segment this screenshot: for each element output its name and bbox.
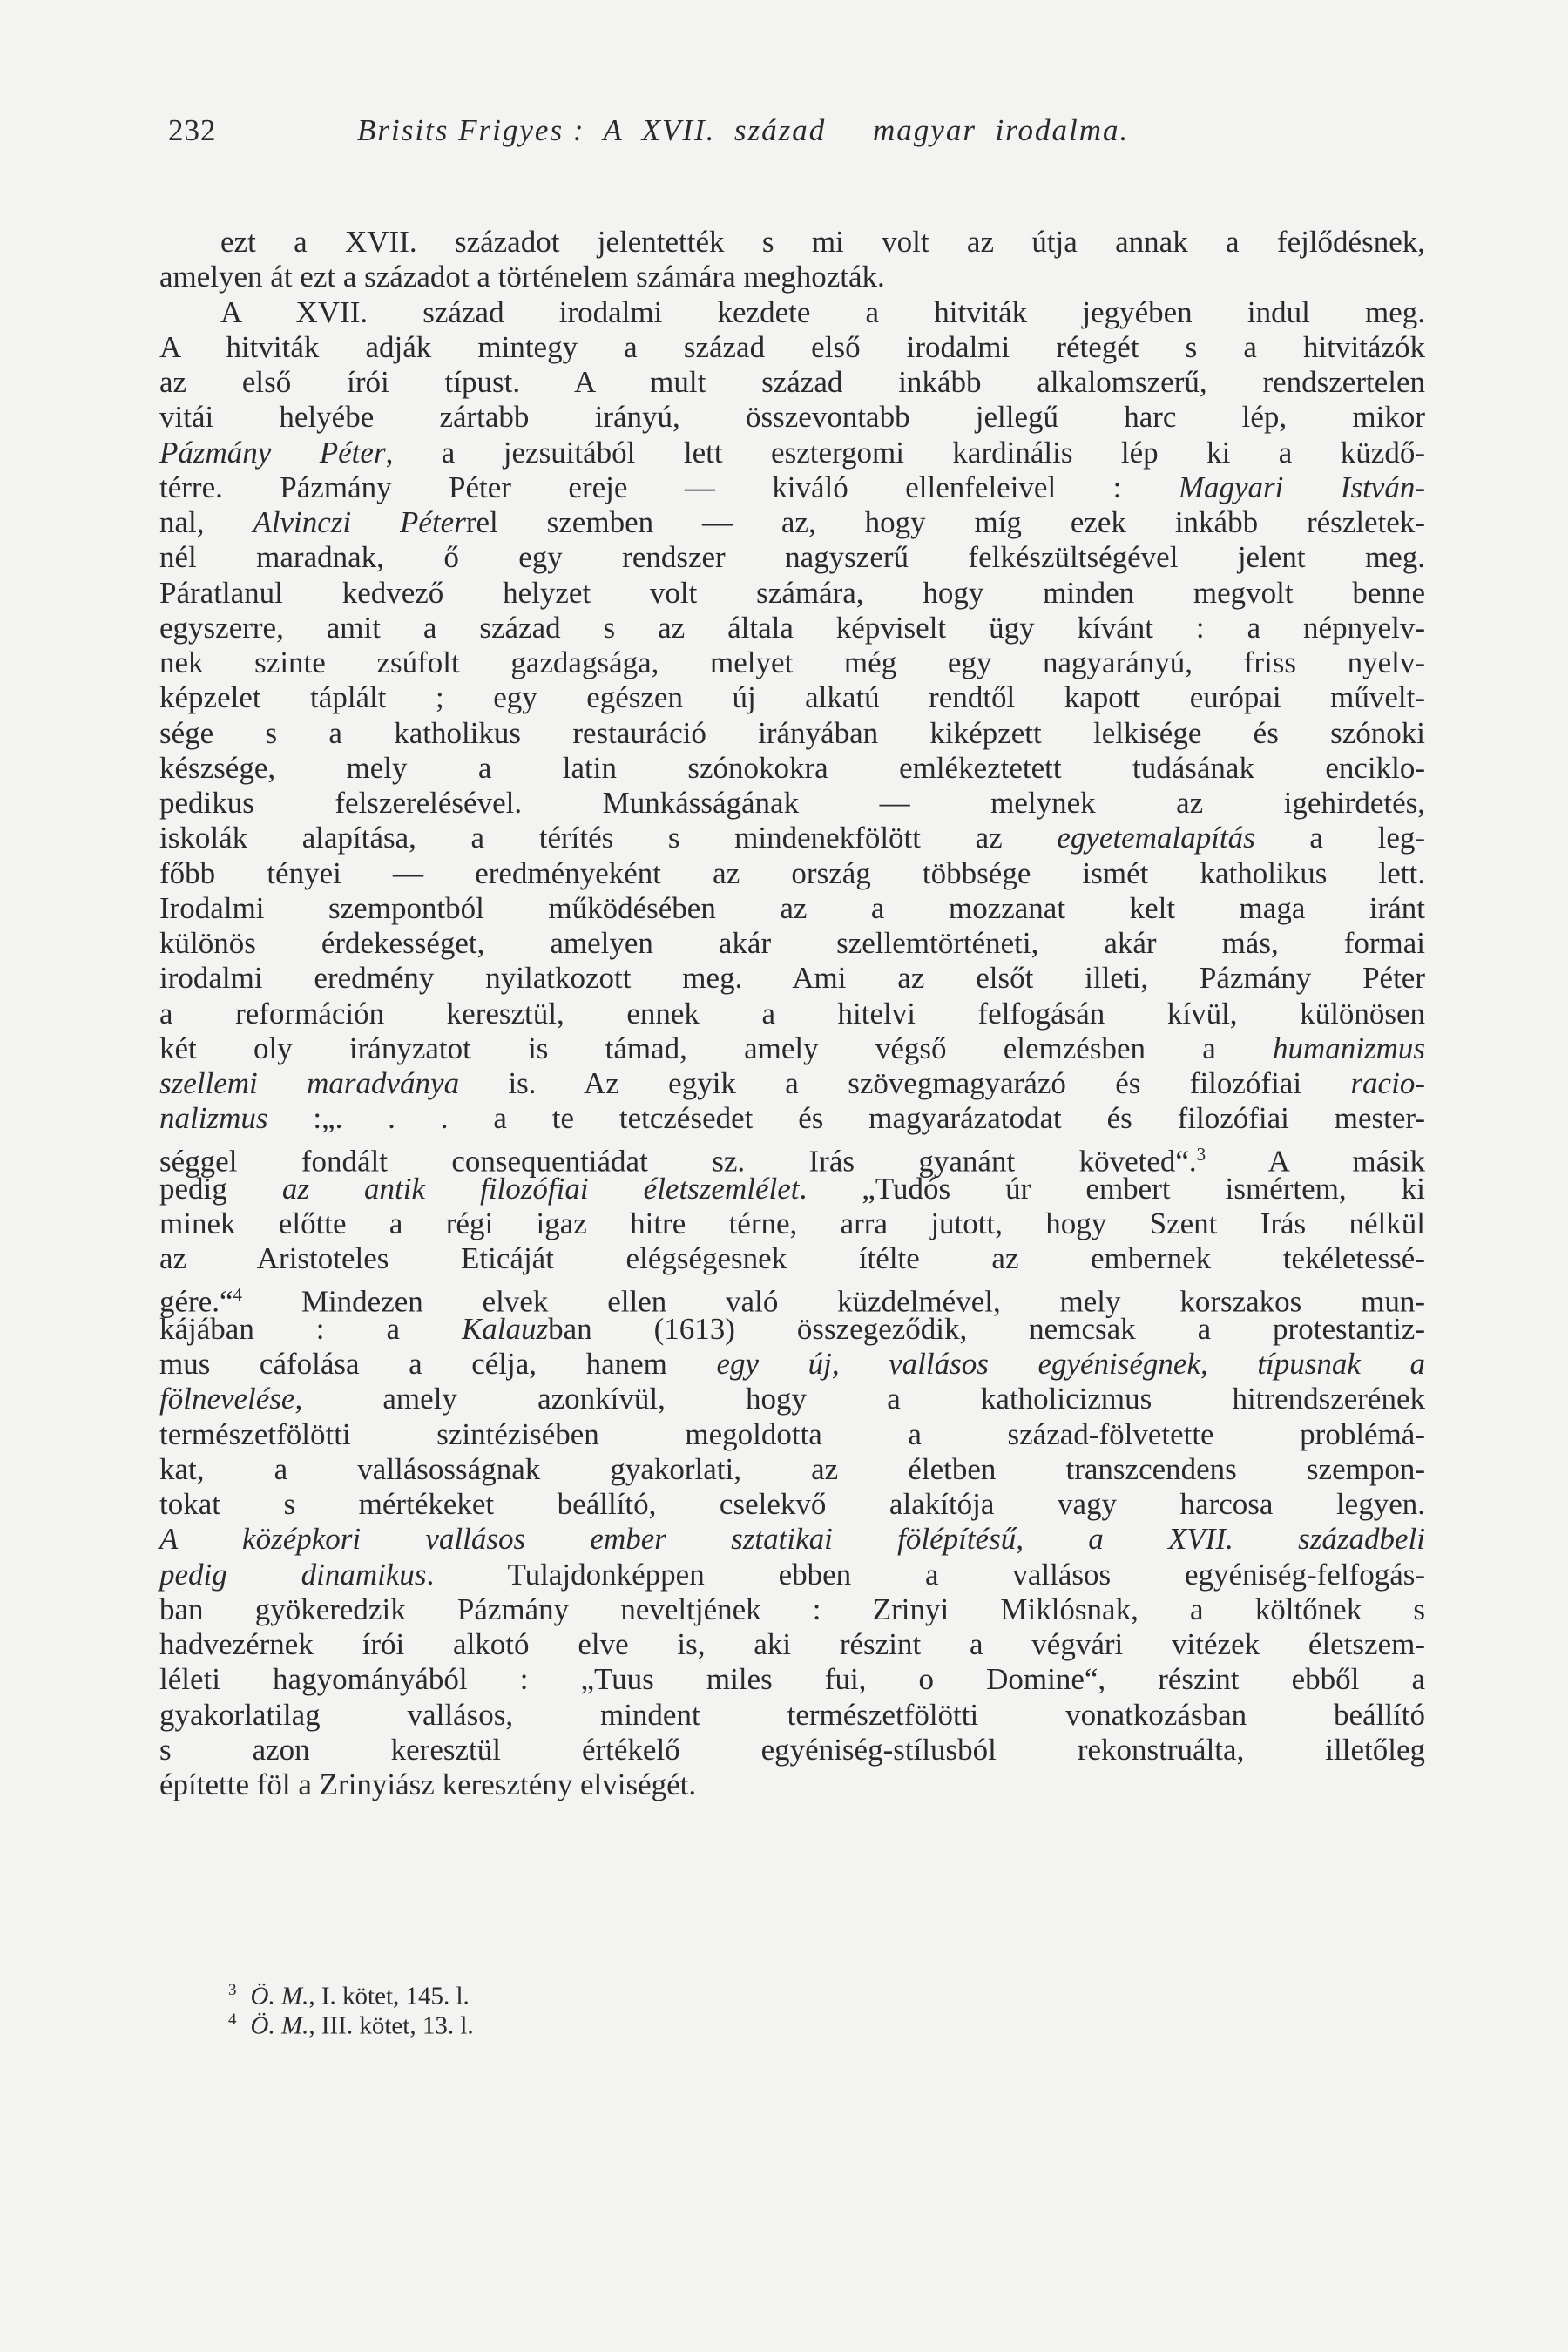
- text-line: [159, 997, 1425, 1031]
- paragraph: [159, 295, 1425, 1803]
- text-line: [159, 1172, 1425, 1206]
- text-line: [159, 540, 1425, 575]
- text-line: [159, 295, 1425, 330]
- text-line: [159, 1382, 1425, 1416]
- text-segment: A XVII. század irodalmi kezdete a hitviták jegyében indul meg.: [220, 294, 1425, 329]
- text-segment: térre. Pázmány Péter ereje — kiváló ellenfeleivel :: [159, 470, 1179, 504]
- text-segment: az első írói típust. A mult század inkább alkalomszerű, rendszertelen: [159, 365, 1425, 399]
- text-segment: készsége, mely a latin szónokokra emlékeztetett tudásának enciklo-: [159, 750, 1425, 785]
- text-segment: főbb tényei — eredményeként az ország többsége ismét katholikus lett.: [159, 855, 1425, 890]
- page-number: 232: [168, 113, 217, 147]
- text-segment: :„. . . a te tetczésedet és magyarázatodat és filozófiai mester-: [267, 1101, 1425, 1136]
- text-line: [159, 1101, 1425, 1136]
- footnote-number: 4: [228, 2011, 237, 2029]
- text-segment: kájában : a: [159, 1311, 462, 1346]
- text-line: [159, 611, 1425, 645]
- text-line: [159, 1417, 1425, 1452]
- text-segment: képzelet táplált ; egy egészen új alkatú rendtől kapott európai művelt-: [159, 680, 1425, 715]
- text-segment: is. Az egyik a szövegmagyarázó és filozófiai: [459, 1066, 1351, 1100]
- paragraph: [159, 225, 1425, 295]
- text-line: [159, 1487, 1425, 1522]
- text-line: [159, 926, 1425, 961]
- text-line: [159, 1031, 1425, 1066]
- text-segment: humanizmus: [1272, 1031, 1425, 1065]
- footnote-number: 3: [228, 1981, 237, 1999]
- text-segment: Kalauz: [461, 1311, 549, 1346]
- text-segment: két oly irányzatot is támad, amely végső elemzésben a: [159, 1031, 1273, 1065]
- text-segment: mus cáfolása a célja, hanem: [159, 1347, 717, 1381]
- text-segment: A középkori vallásos ember sztatikai fölépítésű, a XVII. századbeli: [159, 1522, 1425, 1557]
- text-segment: amely azonkívül, hogy a katholicizmus hitrendszerének: [302, 1382, 1425, 1416]
- text-segment: gyakorlatilag vallásos, mindent természetfölötti vonatkozásban beállító: [159, 1697, 1425, 1732]
- text-line: [159, 751, 1425, 786]
- text-segment: pedig dinamikus: [159, 1557, 427, 1592]
- page-header: [161, 103, 1420, 155]
- text-segment: az Aristoteles Eticáját elégségesnek ítélte az embernek tekéletessé-: [159, 1241, 1425, 1276]
- text-line: [159, 505, 1425, 540]
- text-segment: fölnevelése,: [159, 1382, 303, 1416]
- text-segment: A másik: [1206, 1144, 1425, 1179]
- footnote-ref: 3: [1196, 1143, 1206, 1165]
- text-segment: vitái helyébe zártabb irányú, összevontabb jellegű harc lép, mikor: [159, 400, 1425, 435]
- text-line: [159, 891, 1425, 926]
- text-line: [159, 330, 1425, 365]
- text-line: [159, 1452, 1425, 1487]
- text-segment: nek szinte zsúfolt gazdagsága, melyet még egy nagyarányú, friss nyelv-: [159, 645, 1425, 679]
- text-segment: , a jezsuitából lett esztergomi kardinális lép ki a küzdő-: [385, 435, 1425, 470]
- text-segment: gére.“: [159, 1284, 233, 1319]
- text-line: [159, 680, 1425, 715]
- text-segment: az antik filozófiai életszemlélet: [281, 1171, 800, 1206]
- text-segment: ezt a XVII. századot jelentették s mi volt az útja annak a fejlődésnek,: [220, 225, 1425, 259]
- text-segment: különös érdekességet, amelyen akár szellemtörténeti, akár más, formai: [159, 926, 1425, 960]
- text-segment: Irodalmi szempontból működésében az a mozzanat kelt maga iránt: [159, 890, 1425, 925]
- text-line: [159, 1698, 1425, 1733]
- text-line: [159, 645, 1425, 680]
- text-segment: Magyari István-: [1178, 470, 1425, 504]
- text-segment: s azon keresztül értékelő egyéniség-stílusból rekonstruálta, illetőleg: [159, 1732, 1425, 1767]
- text-segment: Alvinczi Péter: [253, 505, 466, 539]
- text-segment: hadvezérnek írói alkotó elve is, aki részint a végvári vitézek életszem-: [159, 1627, 1425, 1661]
- text-segment: . „Tudós úr embert ismértem, ki: [799, 1171, 1425, 1206]
- footnote-source: Ö. M.: [250, 1982, 309, 2011]
- text-segment: Pázmány Péter: [159, 435, 386, 470]
- running-title: Brisits Frigyes : A XVII. század magyar irodalma.: [357, 113, 1130, 147]
- text-segment: amelyen át ezt a századot a történelem számára meghozták.: [159, 260, 885, 294]
- footnote: [228, 2005, 925, 2040]
- text-line: [159, 1733, 1425, 1767]
- text-segment: léleti hagyományából : „Tuus miles fui, o Domine“, részint ebből a: [159, 1662, 1425, 1697]
- text-line: [159, 1558, 1425, 1592]
- text-segment: minek előtte a régi igaz hitre térne, arra jutott, hogy Szent Irás nélkül: [159, 1206, 1425, 1240]
- text-line: [159, 1066, 1425, 1101]
- text-line: [159, 365, 1425, 400]
- footnote-text: , I. kötet, 145. l.: [308, 1982, 470, 2011]
- text-segment: nalizmus: [159, 1101, 268, 1136]
- text-segment: ban (1613) összegeződik, nemcsak a protestantiz-: [548, 1311, 1425, 1346]
- text-line: [159, 400, 1425, 435]
- text-segment: szellemi maradványa: [159, 1066, 460, 1100]
- text-line: [159, 856, 1425, 891]
- footnotes: [228, 1976, 925, 2040]
- text-line: [159, 786, 1425, 821]
- text-segment: . Tulajdonképpen ebben a vallásos egyéniség-felfogás-: [426, 1557, 1426, 1592]
- text-segment: Mindezen elvek ellen való küzdelmével, mely korszakos mun-: [242, 1284, 1425, 1319]
- text-line: [159, 1522, 1425, 1557]
- text-line: [159, 1347, 1425, 1382]
- text-line: [159, 1206, 1425, 1241]
- text-line: [159, 1592, 1425, 1627]
- text-segment: Páratlanul kedvező helyzet volt számára, hogy minden megvolt benne: [159, 575, 1425, 610]
- text-segment: nal,: [159, 505, 253, 539]
- text-segment: egyszerre, amit a század s az általa képviselt ügy kívánt : a népnyelv-: [159, 610, 1425, 645]
- text-segment: iskolák alapítása, a térítés s mindenekfölött az: [159, 821, 1058, 855]
- text-line: [159, 470, 1425, 505]
- text-line: [159, 436, 1425, 470]
- text-segment: természetfölötti szintézisében megoldotta a század-fölvetette problémá-: [159, 1416, 1425, 1451]
- text-segment: rel szemben — az, hogy míg ezek inkább részletek-: [465, 505, 1425, 539]
- text-line: [159, 1277, 1425, 1319]
- text-segment: tokat s mértékeket beállító, cselekvő alakítója vagy harcosa legyen.: [159, 1487, 1425, 1521]
- text-segment: kat, a vallásosságnak gyakorlati, az életben transzcendens szempon-: [159, 1451, 1425, 1486]
- text-segment: séggel fondált consequentiádat sz. Irás gyanánt követed“.: [159, 1144, 1197, 1179]
- body-text: [159, 225, 1425, 1802]
- text-segment: építette föl a Zrinyiász keresztény elviségét.: [159, 1767, 697, 1801]
- footnote-text: , III. kötet, 13. l.: [308, 2011, 474, 2040]
- text-segment: sége s a katholikus restauráció irányában kiképzett lelkisége és szónoki: [159, 715, 1425, 750]
- text-line: [159, 716, 1425, 751]
- footnote: [228, 1976, 925, 2011]
- text-segment: pedig: [159, 1171, 282, 1206]
- text-line: [159, 1312, 1425, 1347]
- footnote-ref: 4: [233, 1283, 243, 1305]
- text-segment: pedikus felszerelésével. Munkásságának — melynek az igehirdetés,: [159, 786, 1425, 820]
- text-segment: egyetemalapítás: [1057, 821, 1255, 855]
- text-segment: A hitviták adják mintegy a század első irodalmi rétegét s a hitvitázók: [159, 329, 1425, 364]
- text-line: [159, 821, 1425, 855]
- text-line: [159, 225, 1425, 260]
- text-line: [159, 260, 1425, 294]
- text-line: [159, 1137, 1425, 1179]
- text-segment: a reformáción keresztül, ennek a hitelvi felfogásán kívül, különösen: [159, 996, 1425, 1031]
- text-segment: racio-: [1350, 1066, 1425, 1100]
- text-segment: a leg-: [1254, 821, 1426, 855]
- text-line: [159, 1662, 1425, 1697]
- text-line: [159, 576, 1425, 611]
- text-line: [159, 1241, 1425, 1276]
- text-segment: irodalmi eredmény nyilatkozott meg. Ami az elsőt illeti, Pázmány Péter: [159, 961, 1425, 996]
- text-segment: nél maradnak, ő egy rendszer nagyszerű felkészültségével jelent meg.: [159, 540, 1425, 575]
- text-segment: ban gyökeredzik Pázmány neveltjének : Zrinyi Miklósnak, a költőnek s: [159, 1592, 1425, 1626]
- text-line: [159, 1627, 1425, 1662]
- text-line: [159, 1767, 1425, 1802]
- text-segment: egy új, vallásos egyéniségnek, típusnak a: [716, 1347, 1425, 1381]
- footnote-source: Ö. M.: [250, 2011, 309, 2040]
- text-line: [159, 961, 1425, 996]
